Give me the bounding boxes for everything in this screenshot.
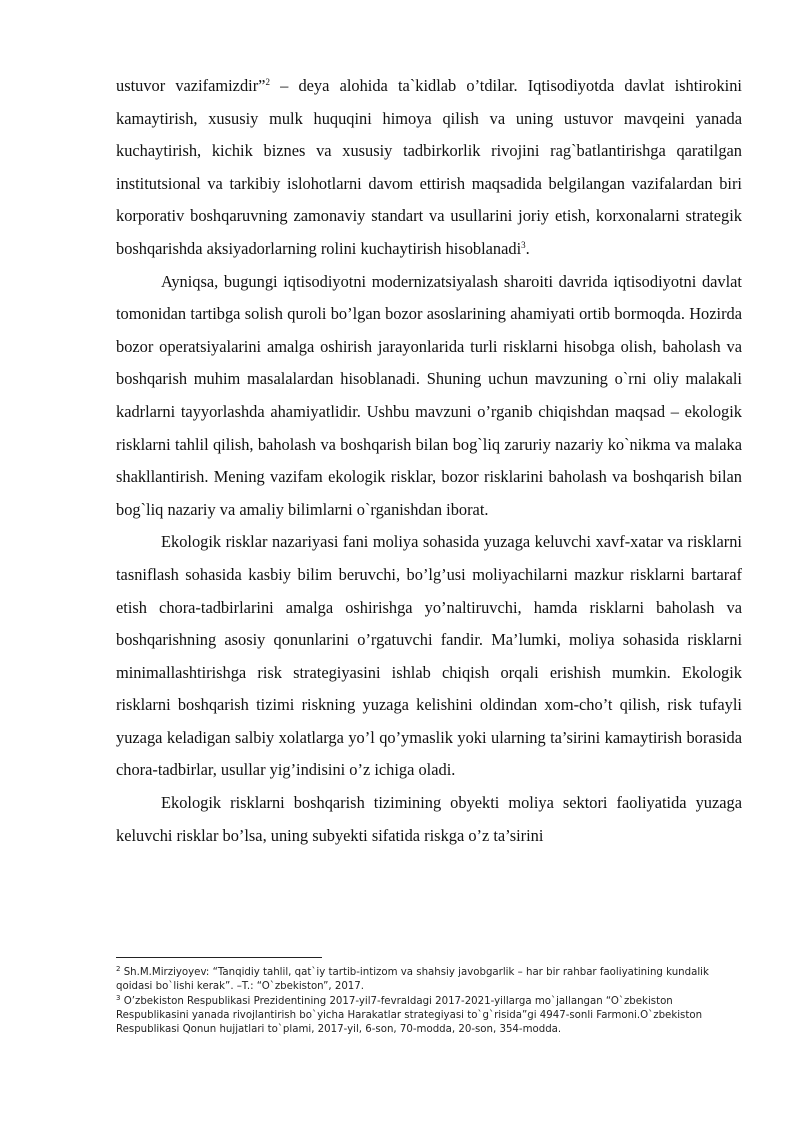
- footnote: [116, 966, 742, 995]
- paragraph: [116, 70, 742, 266]
- footnote-text: O’zbekiston Respublikasi Prezidentining 2017-yil7-fevraldagi 2017-2021-yillarga mo`jallangan “O`zbekiston Respublikasini yanada rivojlantirish bo`yicha Harakatlar strategiyasi to`g`risida”gi 4947-sonli Farmoni.O`zbekiston Respublikasi Qonun hujjatlari to`plami, 2017-yil, 6-son, 70-modda, 20-son, 354-modda.: [116, 995, 703, 1036]
- paragraph-text: Ayniqsa, bugungi iqtisodiyotni modernizatsiyalash sharoiti davrida iqtisodiyotni davlat tomonidan tartibga solish quroli bo’lgan bozor asoslarining ahamiyati ortib bormoqda. Hozirda bozor operatsiyalarini amalga oshirish jarayonlarida turli risklarni hisobga olish, baholash va boshqarish muhim masalalardan hisoblanadi. Shuning uchun mavzuning o`rni oliy malakali kadrlarni tayyorlashda ahamiyatlidir. Ushbu mavzuni o’rganib chiqishdan maqsad – ekologik risklarni tahlil qilish, baholash va boshqarish bilan bog`liq zaruriy nazariy ko`nikma va malaka shakllantirish. Mening vazifam ekologik risklar, bozor risklarini baholash va boshqarish bilan bog`liq nazariy va amaliy bilimlarni o`rganishdan iborat.: [116, 271, 742, 519]
- paragraph: [116, 266, 742, 527]
- paragraph-text: – deya alohida ta`kidlab o’tdilar. Iqtisodiyotda davlat ishtirokini kamaytirish, xususiy mulk huquqini himoya qilish va uning ustuvor mavqeini yanada kuchaytirish, kichik biznes va xususiy tadbirkorlik rivojini rag`batlantirishga qaratilgan institutsional va tarkibiy islohotlarni davom ettirish maqsadida belgilangan vazifalardan biri korporativ boshqaruvning zamonaviy standart va usullarini joriy etish, korxonalarni strategik boshqarishda aksiyadorlarning rolini kuchaytirish hisoblanadi: [116, 76, 742, 258]
- body-text: [116, 70, 742, 852]
- footnote-ref[interactable]: 3: [521, 239, 526, 250]
- paragraph-text: Ekologik risklarni boshqarish tizimining obyekti moliya sektori faoliyatida yuzaga keluvchi risklar bo’lsa, uning subyekti sifatida riskga o’z ta’sirini: [116, 793, 742, 845]
- footnotes: [116, 966, 742, 1037]
- footnote-text: Sh.M.Mirziyoyev: “Tanqidiy tahlil, qat`iy tartib-intizom va shahsiy javobgarlik – har bir rahbar faoliyatining kundalik qoidasi bo`lishi kerak”. –T.: “O`zbekiston”, 2017.: [116, 967, 709, 993]
- footnote: [116, 995, 742, 1038]
- footnote-separator: [116, 957, 322, 958]
- paragraph-text: .: [525, 238, 530, 258]
- paragraph: [116, 787, 742, 852]
- footnote-ref[interactable]: 2: [265, 77, 270, 87]
- footnote-number: 3: [116, 993, 121, 1002]
- paragraph-text: ustuvor vazifamizdir”: [116, 76, 266, 95]
- footnote-number: 2: [116, 965, 121, 973]
- paragraph: [116, 526, 742, 787]
- paragraph-text: Ekologik risklar nazariyasi fani moliya sohasida yuzaga keluvchi xavf-xatar va risklarni tasniflash sohasida kasbiy bilim beruvchi, bo’lg’usi moliyachilarni mazkur risklarni bartaraf etish chora-tadbirlarini amalga oshirishga yo’naltiruvchi, hamda risklarni baholash va boshqarishning asosiy qonunlarini o’rgatuvchi fandir. Ma’lumki, moliya sohasida risklarni minimallashtirishga risk strategiyasini ishlab chiqish orqali erishish mumkin. Ekologik risklarni boshqarish tizimi riskning yuzaga kelishini oldindan xom-cho’t qilish, risk tufayli yuzaga keladigan salbiy xolatlarga yo’l qo’ymaslik yoki ularning ta’sirini kamaytirish borasida chora-tadbirlar, usullar yig’indisini o’z ichiga oladi.: [116, 532, 742, 780]
